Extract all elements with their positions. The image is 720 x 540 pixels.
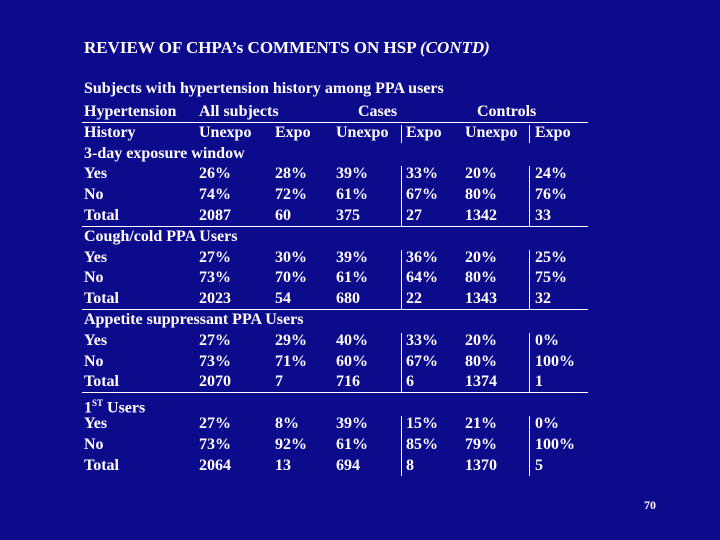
column-divider [401, 125, 402, 143]
table-cell: 30% [275, 248, 307, 266]
row-label: Total [84, 207, 119, 224]
table-cell: 39% [336, 415, 368, 432]
row-label: Yes [84, 248, 108, 266]
column-divider [529, 125, 530, 143]
column-divider [529, 250, 530, 310]
table-cell: 60% [336, 352, 368, 370]
column-divider [401, 333, 402, 393]
table-cell: 20% [465, 248, 497, 266]
row-label: No [84, 352, 104, 370]
header-cell: Expo [275, 123, 311, 141]
row-label: No [84, 186, 104, 204]
table-cell: 79% [465, 435, 497, 453]
row-label: Total [84, 456, 119, 474]
table-cell: 73% [199, 269, 231, 287]
table-cell: 39% [336, 165, 368, 183]
table-cell: 1342 [465, 207, 497, 224]
section-title-text: 3-day exposure window [84, 144, 245, 162]
table-cell: 25% [535, 248, 567, 266]
table-cell: 33% [406, 331, 438, 349]
header-cell: Cases [358, 103, 398, 120]
table-cell: 33% [406, 165, 438, 183]
table-cell: 85% [406, 435, 438, 453]
table-cell: 80% [465, 352, 497, 370]
header-cell: Controls [477, 103, 537, 120]
table-cell: 36% [406, 248, 438, 266]
header-cell: Unexpo [465, 123, 518, 141]
table-cell: 27 [406, 207, 422, 224]
table-cell: 67% [406, 186, 438, 204]
table-cell: 74% [199, 186, 231, 204]
column-divider [401, 166, 402, 226]
table-cell: 92% [275, 435, 307, 453]
table-cell: 7 [275, 373, 283, 391]
table-cell: 61% [336, 186, 368, 204]
table-cell: 1370 [465, 456, 497, 474]
table-cell: 76% [535, 186, 567, 204]
table-cell: 27% [199, 415, 231, 432]
table-cell: 61% [336, 269, 368, 287]
header-cell: All subjects [199, 103, 279, 120]
table-cell: 73% [199, 435, 231, 453]
table-cell: 39% [336, 248, 368, 266]
title-contd: (CONTD) [419, 38, 490, 57]
row-label: Yes [84, 331, 108, 349]
section-title-text: 1 [84, 399, 92, 417]
table-cell: 716 [336, 373, 360, 391]
table-cell: 0% [535, 415, 559, 432]
table-cell: 375 [336, 207, 360, 224]
table-cell: 2023 [199, 290, 231, 308]
table-cell: 8% [275, 415, 299, 432]
table-cell: 8 [406, 456, 414, 474]
row-label: No [84, 269, 104, 287]
table-cell: 40% [336, 331, 368, 349]
table-cell: 6 [406, 373, 414, 391]
table-cell: 1343 [465, 290, 497, 308]
table-cell: 5 [535, 456, 543, 474]
row-label: Yes [84, 165, 108, 183]
table-cell: 29% [275, 331, 307, 349]
section-title-rest: Users [103, 399, 146, 417]
page-number: 70 [644, 498, 656, 512]
table-cell: 24% [535, 165, 567, 183]
table-cell: 2087 [199, 207, 231, 224]
table-cell: 13 [275, 456, 291, 474]
header-cell: History [84, 123, 136, 141]
table-cell: 61% [336, 435, 368, 453]
table-cell: 71% [275, 352, 307, 370]
table-cell: 20% [465, 165, 497, 183]
column-divider [401, 416, 402, 476]
table-cell: 67% [406, 352, 438, 370]
column-divider [401, 250, 402, 310]
section-rule [82, 392, 588, 393]
table-cell: 694 [336, 456, 360, 474]
table-cell: 75% [535, 269, 567, 287]
table-cell: 21% [465, 415, 497, 432]
column-divider [529, 416, 530, 476]
table-cell: 60 [275, 207, 291, 224]
header-cell: Unexpo [199, 123, 252, 141]
table-cell: 26% [199, 165, 231, 183]
table-cell: 33 [535, 207, 551, 224]
section-title [84, 227, 237, 247]
title-main: REVIEW OF CHPA’s COMMENTS ON HSP [84, 38, 420, 57]
row-label: Total [84, 373, 119, 391]
row-label: No [84, 435, 104, 453]
table-cell: 27% [199, 248, 231, 266]
slide-title [84, 38, 490, 58]
section-title-text: Cough/cold PPA Users [84, 227, 238, 245]
table-cell: 1 [535, 373, 543, 391]
table-cell: 2064 [199, 456, 231, 474]
table-cell: 100% [535, 352, 575, 370]
table-cell: 73% [199, 352, 231, 370]
table-cell: 80% [465, 269, 497, 287]
table-cell: 32 [535, 290, 551, 308]
table-cell: 80% [465, 186, 497, 204]
table-cell: 2070 [199, 373, 231, 391]
section-title [84, 310, 303, 330]
table-cell: 70% [275, 269, 307, 287]
column-divider [529, 166, 530, 226]
table-cell: 100% [535, 435, 575, 453]
table-cell: 680 [336, 290, 360, 308]
section-title-superscript: ST [92, 398, 104, 409]
header-cell: Expo [535, 123, 571, 141]
header-cell: Hypertension [84, 103, 177, 120]
table-cell: 64% [406, 269, 438, 287]
section-title [84, 144, 245, 164]
table-cell: 15% [406, 415, 438, 432]
row-label: Yes [84, 415, 108, 432]
table-cell: 0% [535, 331, 559, 349]
row-label: Total [84, 290, 119, 308]
table-cell: 27% [199, 331, 231, 349]
table-cell: 54 [275, 290, 291, 308]
table-cell: 28% [275, 165, 307, 183]
table-cell: 20% [465, 331, 497, 349]
section-title-text: Appetite suppressant PPA Users [84, 311, 304, 328]
table-cell: 22 [406, 290, 422, 308]
header-cell: Unexpo [336, 123, 389, 141]
header-cell: Expo [406, 123, 442, 141]
slide-subtitle: Subjects with hypertension history among PPA users [84, 80, 444, 97]
column-divider [529, 333, 530, 393]
table-cell: 72% [275, 186, 307, 204]
table-cell: 1374 [465, 373, 497, 391]
